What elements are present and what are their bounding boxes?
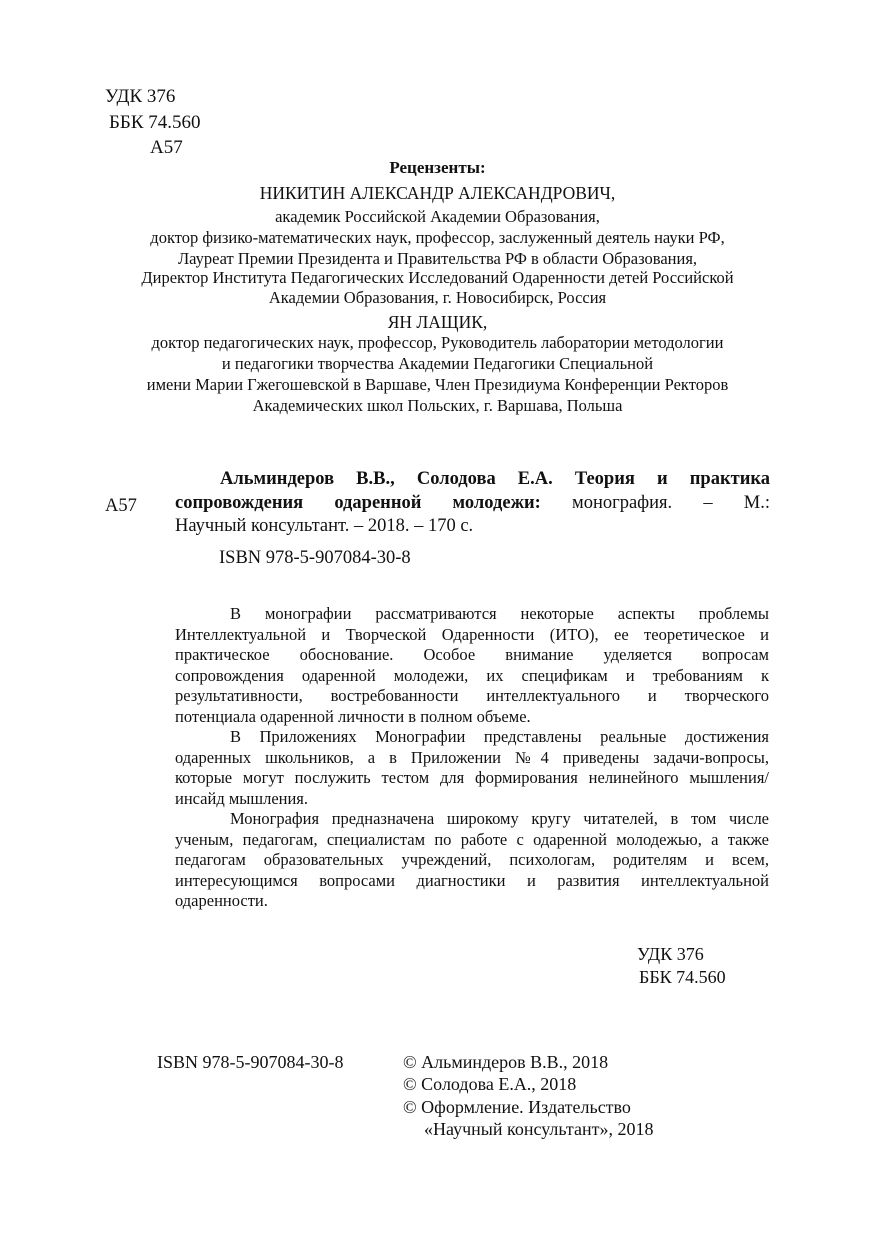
annotation-line: инсайд мышления.	[175, 788, 309, 808]
annotation-line: результативности, востребованности интеллектуального и творческого	[175, 686, 769, 705]
biblio-isbn: ISBN 978-5-907084-30-8	[219, 548, 411, 568]
reviewer-1-line: академик Российской Академии Образования,	[275, 207, 600, 226]
copyright-isbn: ISBN 978-5-907084-30-8	[157, 1052, 344, 1072]
annotation-line: практическое обоснование. Особое внимание уделяется вопросам	[175, 645, 769, 664]
annotation-line: которые могут послужить тестом для формирования нелинейного мышления/	[175, 768, 769, 787]
reviewer-2-line: Академических школ Польских, г. Варшава, Польша	[252, 396, 623, 415]
annotation-line: В монографии рассматриваются некоторые аспекты проблемы	[230, 604, 769, 623]
copyright-line: © Солодова Е.А., 2018	[403, 1074, 577, 1094]
annotation-line: Монография предназначена широкому кругу читателей, в том числе	[230, 809, 769, 828]
annotation-line: сопровождения одаренной молодежи, их спецификам и требованиям к	[175, 665, 769, 685]
copyright-line: «Научный консультант», 2018	[424, 1119, 654, 1139]
copyright-line: © Оформление. Издательство	[403, 1097, 631, 1117]
annotation-paragraph-3	[175, 809, 769, 912]
annotation-line: В Приложениях Монографии представлены реальные достижения	[230, 727, 769, 746]
annotation-line: педагогам образовательных учреждений, психологам, родителям и всем,	[175, 850, 769, 869]
bbk-code: ББК 74.560	[109, 112, 201, 133]
reviewer-2-line: доктор педагогических наук, профессор, Руководитель лаборатории методологии	[151, 333, 724, 352]
bibliographic-record	[175, 468, 770, 539]
reviewers-heading: Рецензенты:	[389, 158, 486, 177]
annotation-line: потенциала одаренной личности в полном объеме.	[175, 706, 531, 726]
reviewer-1-line: доктор физико-математических наук, профессор, заслуженный деятель науки РФ,	[150, 228, 725, 247]
annotation-paragraph-1	[175, 604, 769, 727]
reviewer-1-line: Академии Образования, г. Новосибирск, Россия	[268, 288, 607, 307]
biblio-title-bold: сопровождения одаренной молодежи:	[175, 492, 541, 513]
reviewer-1-name: НИКИТИН АЛЕКСАНДР АЛЕКСАНДРОВИЧ,	[259, 183, 616, 203]
annotation-line: одаренных школьников, а в Приложении №4 приведены задачи-вопросы,	[175, 747, 769, 767]
reviewer-2-line: и педагогики творчества Академии Педагогики Специальной	[221, 354, 654, 373]
annotation-line: интересующимся вопросами диагностики и развития интеллектуальной	[175, 870, 769, 890]
copyright-line: © Альминдеров В.В., 2018	[403, 1052, 609, 1072]
bottom-bbk-code: ББК 74.560	[639, 967, 726, 987]
annotation-line: одаренности.	[175, 891, 268, 910]
biblio-author-sign: А57	[105, 496, 137, 516]
biblio-line: Альминдеров В.В., Солодова Е.А. Теория и практика	[220, 469, 770, 489]
reviewer-2-line: имени Марии Гжегошевской в Варшаве, Член Президиума Конференции Ректоров	[146, 375, 729, 394]
biblio-type: монография. – М.:	[540, 492, 770, 513]
reviewer-1-line: Директор Института Педагогических Исследований Одаренности детей Российской	[141, 268, 734, 287]
annotation-paragraph-2	[175, 727, 769, 809]
biblio-line	[175, 492, 770, 516]
author-sign: А57	[150, 137, 183, 158]
biblio-line: Научный консультант. – 2018. – 170 с.	[175, 516, 474, 536]
annotation-line: ученым, педагогам, специалистам по работе с одаренной молодежью, а также	[175, 829, 769, 849]
reviewer-1-line: Лауреат Премии Президента и Правительства РФ в области Образования,	[177, 249, 698, 268]
reviewer-2-name: ЯН ЛАЩИК,	[387, 312, 488, 332]
annotation-line: Интеллектуальной и Творческой Одаренности (ИТО), ее теоретическое и	[175, 624, 769, 644]
udk-code: УДК 376	[105, 86, 176, 107]
bottom-udk-code: УДК 376	[637, 944, 704, 964]
